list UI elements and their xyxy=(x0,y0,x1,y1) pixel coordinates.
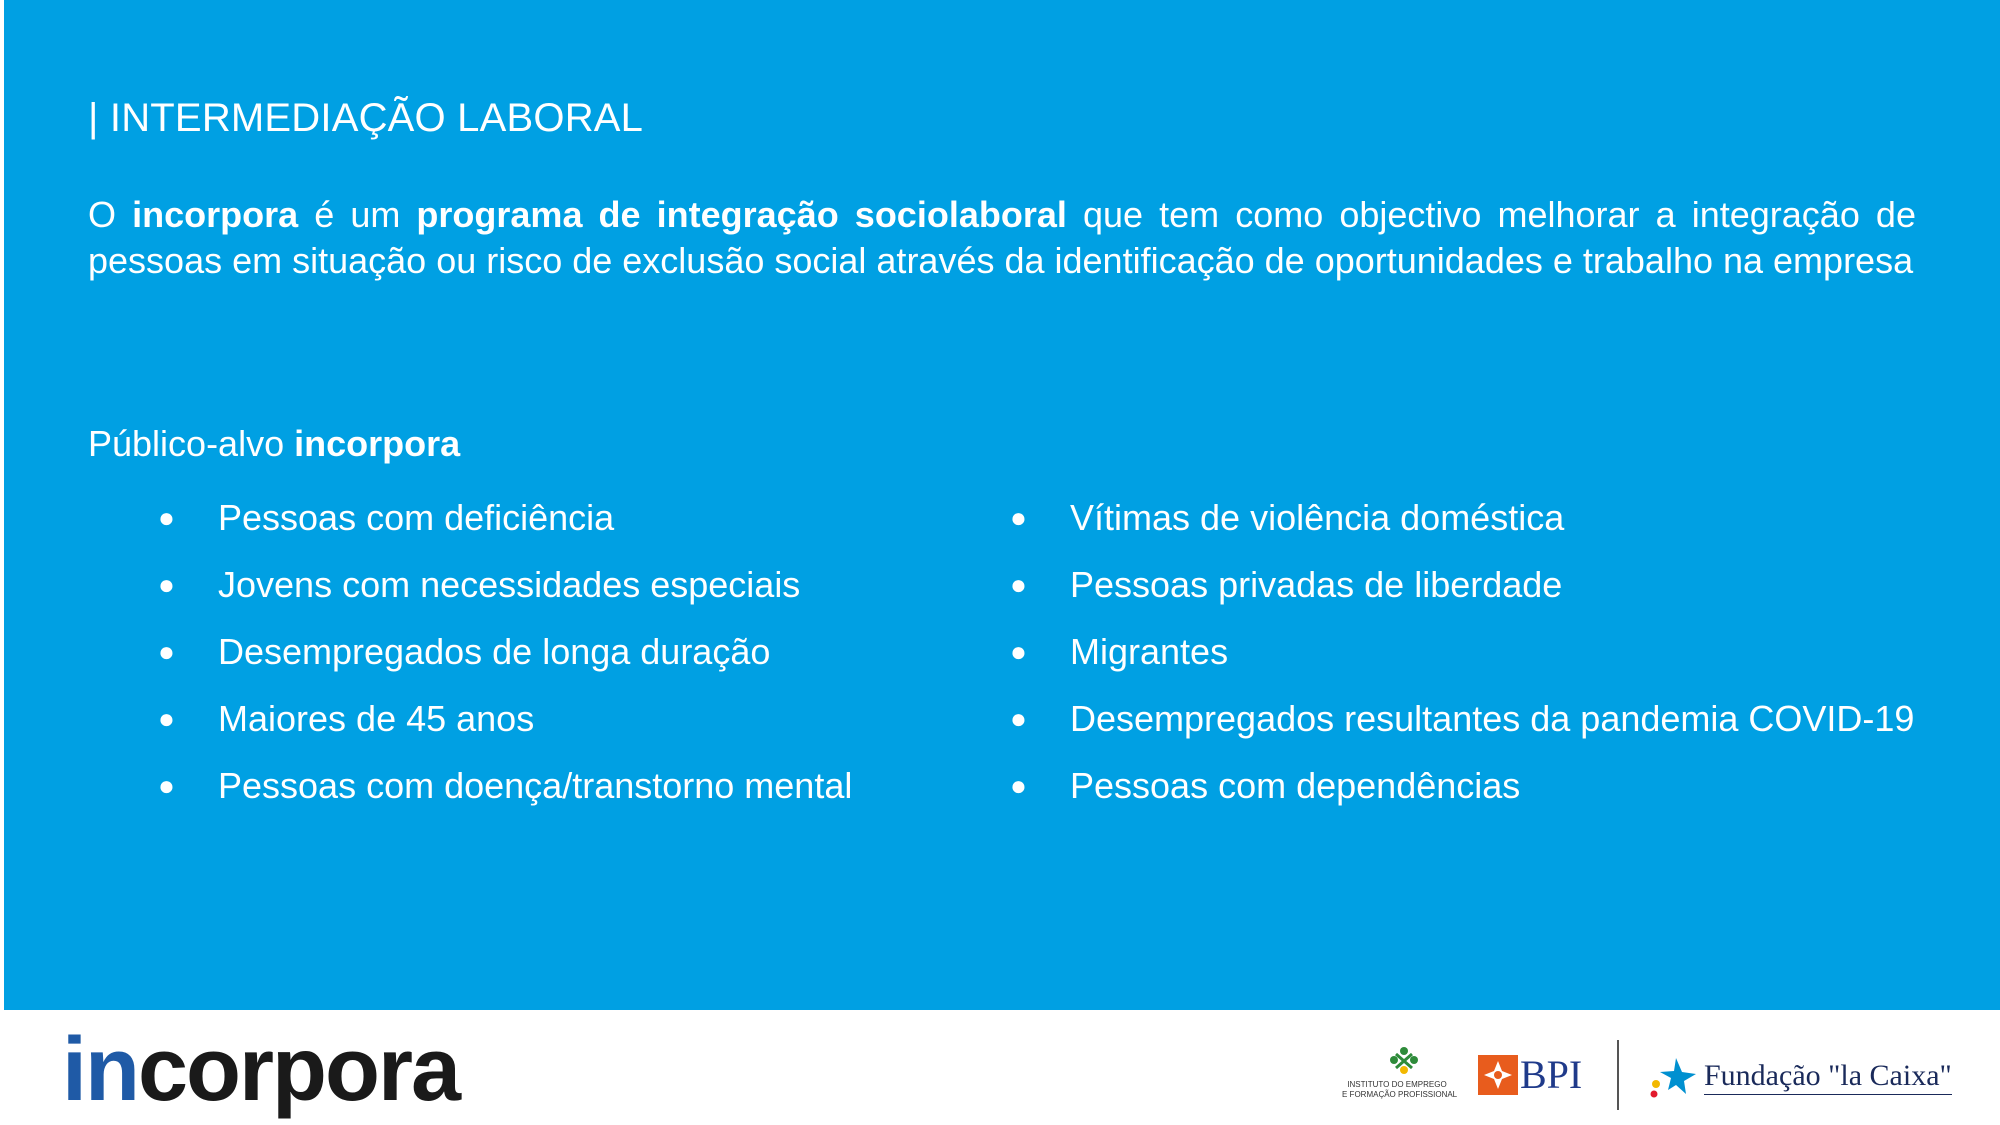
bullet-icon: ● xyxy=(158,569,175,600)
list-item-text: Desempregados resultantes da pandemia COVID-19 xyxy=(1070,698,1915,739)
bullet-icon: ● xyxy=(1010,569,1027,600)
audience-label: Público-alvo xyxy=(88,423,295,464)
intro-text-1: O xyxy=(88,194,133,235)
iefp-line-1: INSTITUTO DO EMPREGO xyxy=(1347,1080,1447,1089)
bullet-icon: ● xyxy=(1010,636,1027,667)
list-item xyxy=(1010,765,1914,832)
list-item-text: Migrantes xyxy=(1070,631,1229,672)
bullet-icon: ● xyxy=(1010,502,1027,533)
list-item xyxy=(1010,698,1914,765)
iefp-logo xyxy=(1342,1046,1458,1104)
audience-list-right xyxy=(1010,497,1914,832)
la-caixa-text: Fundação "la Caixa" xyxy=(1704,1058,1952,1095)
list-item xyxy=(158,698,852,765)
list-item xyxy=(158,631,852,698)
bullet-icon: ● xyxy=(1010,703,1027,734)
list-item-text: Vítimas de violência doméstica xyxy=(1070,497,1565,538)
iefp-name xyxy=(1342,1080,1458,1100)
la-caixa-star-icon xyxy=(1646,1054,1698,1098)
brand-prefix: in xyxy=(62,1020,138,1120)
iefp-icon xyxy=(1382,1046,1426,1076)
audience-label-bold: incorpora xyxy=(294,423,461,464)
list-item-text: Pessoas com dependências xyxy=(1070,765,1521,806)
intro-paragraph xyxy=(88,192,1916,284)
list-item xyxy=(158,497,852,564)
intro-text-2: é um xyxy=(298,194,417,235)
list-item-text: Pessoas com doença/transtorno mental xyxy=(218,765,853,806)
bullet-icon: ● xyxy=(158,703,175,734)
list-item-text: Jovens com necessidades especiais xyxy=(218,564,801,605)
intro-bold-brand: incorpora xyxy=(132,194,299,235)
audience-list-left xyxy=(158,497,852,832)
list-item xyxy=(158,765,852,832)
list-item-text: Maiores de 45 anos xyxy=(218,698,535,739)
list-item-text: Desempregados de longa duração xyxy=(218,631,771,672)
intro-bold-program: programa de integração sociolaboral xyxy=(416,194,1067,235)
section-title: | INTERMEDIAÇÃO LABORAL xyxy=(88,96,644,140)
list-item xyxy=(1010,497,1914,564)
list-item xyxy=(1010,564,1914,631)
panel-left-edge xyxy=(0,0,4,1000)
bullet-icon: ● xyxy=(158,502,175,533)
bullet-icon: ● xyxy=(158,636,175,667)
audience-heading xyxy=(88,423,460,465)
iefp-line-2: E FORMAÇÃO PROFISSIONAL xyxy=(1342,1090,1458,1099)
list-item xyxy=(158,564,852,631)
bpi-mark-icon xyxy=(1478,1055,1518,1095)
brand-suffix: corpora xyxy=(137,1020,460,1120)
list-item xyxy=(1010,631,1914,698)
list-item-text: Pessoas com deficiência xyxy=(218,497,615,538)
incorpora-logo xyxy=(62,1020,459,1120)
intro-text-3: que tem como objectivo melhorar a integração de pessoas em situação ou risco de exclusão social através da identificação de oportunidades e trabalho na empresa xyxy=(88,194,1916,281)
list-item-text: Pessoas privadas de liberdade xyxy=(1070,564,1563,605)
logo-divider xyxy=(1617,1040,1619,1110)
bullet-icon: ● xyxy=(1010,770,1027,801)
bpi-logo xyxy=(1478,1053,1582,1097)
bullet-icon: ● xyxy=(158,770,175,801)
la-caixa-logo xyxy=(1646,1054,1952,1098)
bpi-text: BPI xyxy=(1520,1052,1583,1097)
